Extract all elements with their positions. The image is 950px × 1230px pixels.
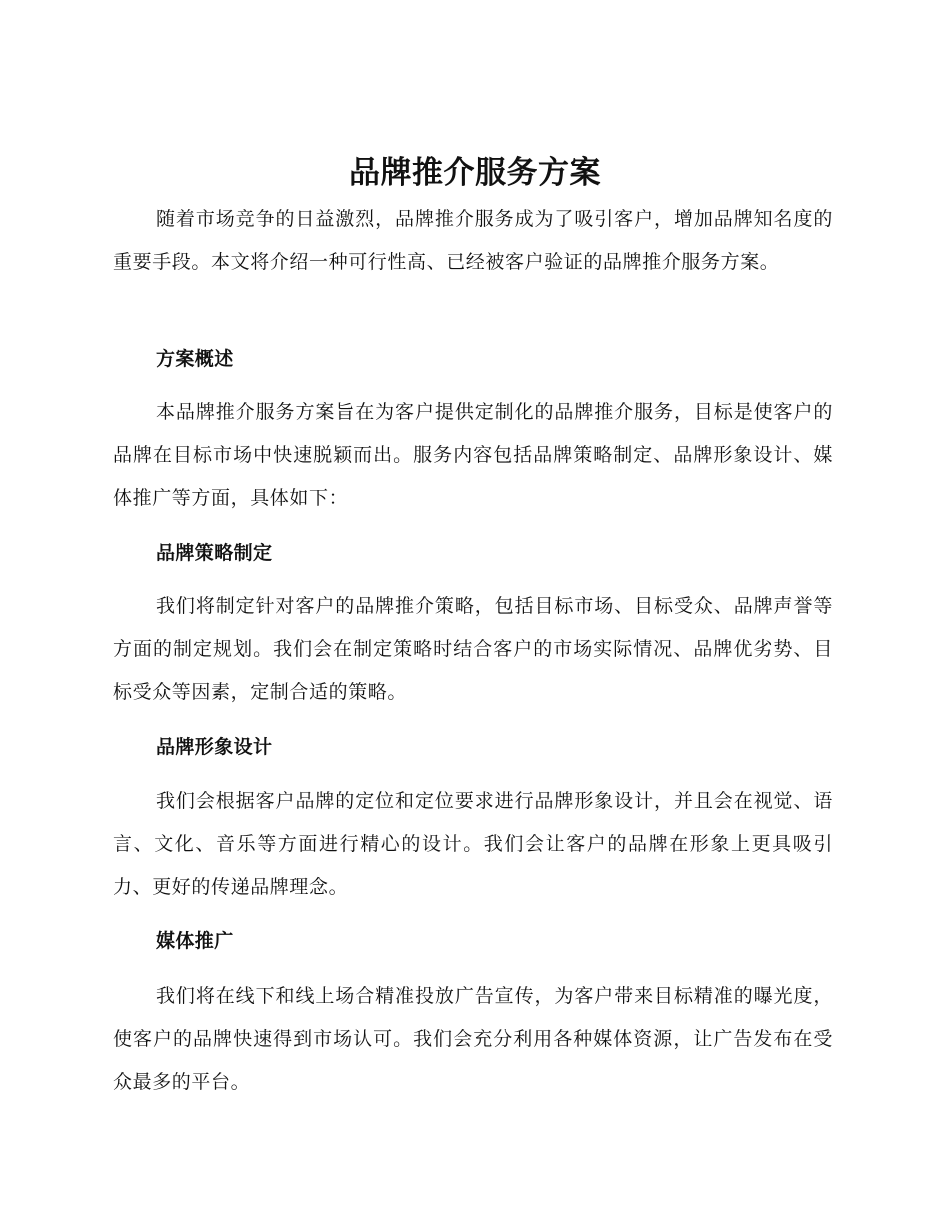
intro-paragraph: 随着市场竞争的日益激烈，品牌推介服务成为了吸引客户，增加品牌知名度的重要手段。本文将介绍一种可行性高、已经被客户验证的品牌推介服务方案。 [113, 208, 833, 273]
section-body-overview: 本品牌推介服务方案旨在为客户提供定制化的品牌推介服务，目标是使客户的品牌在目标市场中快速脱颖而出。服务内容包括品牌策略制定、品牌形象设计、媒体推广等方面，具体如下： [113, 401, 833, 509]
section-heading-image-design: 品牌形象设计 [156, 736, 273, 758]
section-heading-media: 媒体推广 [156, 930, 234, 952]
section-body-media: 我们将在线下和线上场合精准投放广告宣传，为客户带来目标精准的曝光度，使客户的品牌快速得到市场认可。我们会充分利用各种媒体资源，让广告发布在受众最多的平台。 [113, 985, 833, 1093]
section-heading-overview: 方案概述 [156, 348, 234, 370]
section-body-strategy: 我们将制定针对客户的品牌推介策略，包括目标市场、目标受众、品牌声誉等方面的制定规划。我们会在制定策略时结合客户的市场实际情况、品牌优劣势、目标受众等因素，定制合适的策略。 [113, 595, 833, 703]
section-body-image-design: 我们会根据客户品牌的定位和定位要求进行品牌形象设计，并且会在视觉、语言、文化、音乐等方面进行精心的设计。我们会让客户的品牌在形象上更具吸引力、更好的传递品牌理念。 [113, 790, 833, 898]
section-heading-strategy: 品牌策略制定 [156, 542, 273, 564]
document-title: 品牌推介服务方案 [349, 155, 601, 191]
